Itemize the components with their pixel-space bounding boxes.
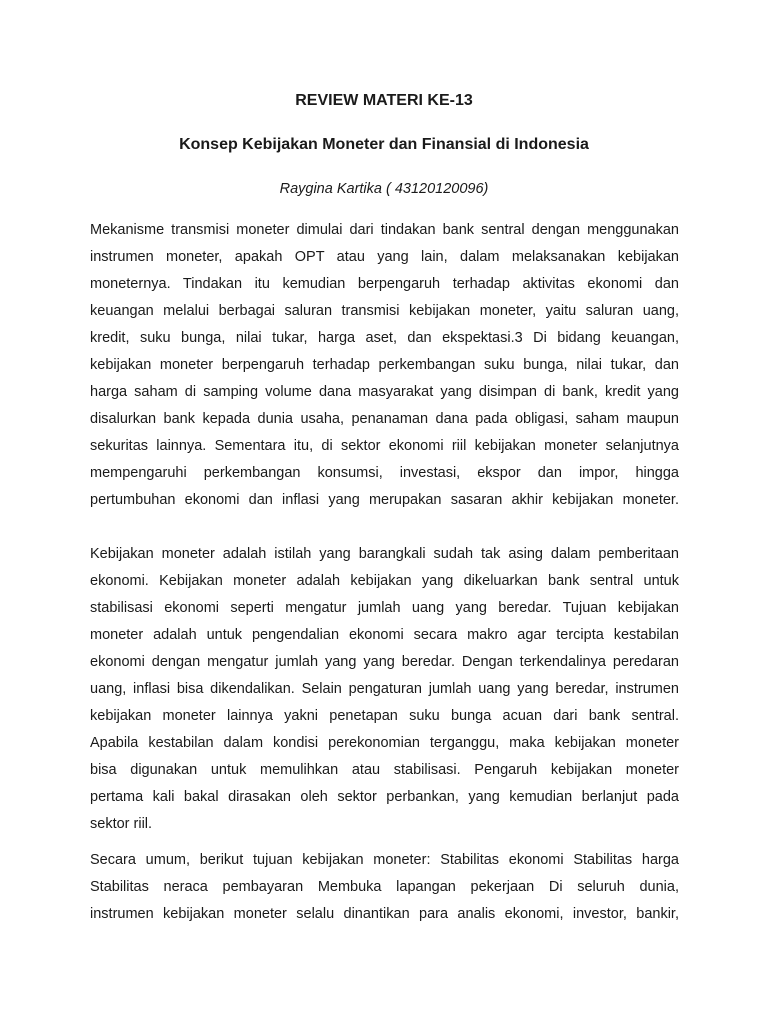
paragraph-line: ekonomi. Kebijakan moneter adalah kebijakan yang dikeluarkan bank sentral untuk bbox=[90, 573, 679, 589]
paragraph-3 bbox=[90, 847, 679, 928]
paragraph-line: Kebijakan moneter adalah istilah yang barangkali sudah tak asing dalam pemberitaan bbox=[90, 546, 679, 562]
paragraph-line: pertama kali bakal dirasakan oleh sektor perbankan, yang kemudian berlanjut pada bbox=[90, 789, 679, 805]
paragraph-line: Apabila kestabilan dalam kondisi perekonomian terganggu, maka kebijakan moneter bbox=[90, 735, 679, 751]
paragraph-line: Secara umum, berikut tujuan kebijakan moneter: Stabilitas ekonomi Stabilitas harga bbox=[90, 852, 679, 868]
paragraph-2 bbox=[90, 541, 679, 838]
paragraph-line: instrumen kebijakan moneter selalu dinantikan para analis ekonomi, investor, bankir, bbox=[90, 906, 679, 922]
document-author: Raygina Kartika ( 43120120096) bbox=[279, 181, 489, 197]
paragraph-line: stabilisasi ekonomi seperti mengatur jumlah uang yang beredar. Tujuan kebijakan bbox=[90, 600, 679, 616]
paragraph-line: Mekanisme transmisi moneter dimulai dari tindakan bank sentral dengan menggunakan bbox=[90, 222, 679, 238]
paragraph-1 bbox=[90, 217, 679, 514]
paragraph-line: uang, inflasi bisa dikendalikan. Selain pengaturan jumlah uang yang beredar, instrumen bbox=[90, 681, 679, 697]
paragraph-line: kredit, suku bunga, nilai tukar, harga aset, dan ekspektasi.3 Di bidang keuangan, bbox=[90, 330, 679, 346]
paragraph-line: harga saham di samping volume dana masyarakat yang disimpan di bank, kredit yang bbox=[90, 384, 679, 400]
paragraph-line: sektor riil. bbox=[90, 816, 153, 832]
paragraph-line: Stabilitas neraca pembayaran Membuka lapangan pekerjaan Di seluruh dunia, bbox=[90, 879, 679, 895]
paragraph-line: ekonomi dengan mengatur jumlah yang yang beredar. Dengan terkendalinya peredaran bbox=[90, 654, 679, 670]
paragraph-line: disalurkan bank kepada dunia usaha, penanaman dana pada obligasi, saham maupun bbox=[90, 411, 679, 427]
paragraph-line: kebijakan moneter berpengaruh terhadap perkembangan suku bunga, nilai tukar, dan bbox=[90, 357, 679, 373]
document-subtitle: Konsep Kebijakan Moneter dan Finansial di Indonesia bbox=[179, 136, 589, 153]
paragraph-line: mempengaruhi perkembangan konsumsi, investasi, ekspor dan impor, hingga bbox=[90, 465, 679, 481]
paragraph-line: keuangan melalui berbagai saluran transmisi kebijakan moneter, yaitu saluran uang, bbox=[90, 303, 679, 319]
paragraph-line: moneternya. Tindakan itu kemudian berpengaruh terhadap aktivitas ekonomi dan bbox=[90, 276, 679, 292]
document-body bbox=[90, 217, 679, 928]
paragraph-line: instrumen moneter, apakah OPT atau yang lain, dalam melaksanakan kebijakan bbox=[90, 249, 679, 265]
paragraph-line: moneter adalah untuk pengendalian ekonomi secara makro agar tercipta kestabilan bbox=[90, 627, 679, 643]
paragraph-line: bisa digunakan untuk memulihkan atau stabilisasi. Pengaruh kebijakan moneter bbox=[90, 762, 679, 778]
paragraph-line: sekuritas lainnya. Sementara itu, di sektor ekonomi riil kebijakan moneter selanjutnya bbox=[90, 438, 679, 454]
document-title: REVIEW MATERI KE-13 bbox=[295, 92, 473, 109]
paragraph-line: kebijakan moneter lainnya yakni penetapan suku bunga acuan dari bank sentral. bbox=[90, 708, 679, 724]
paragraph-line: pertumbuhan ekonomi dan inflasi yang merupakan sasaran akhir kebijakan moneter. bbox=[90, 492, 679, 508]
